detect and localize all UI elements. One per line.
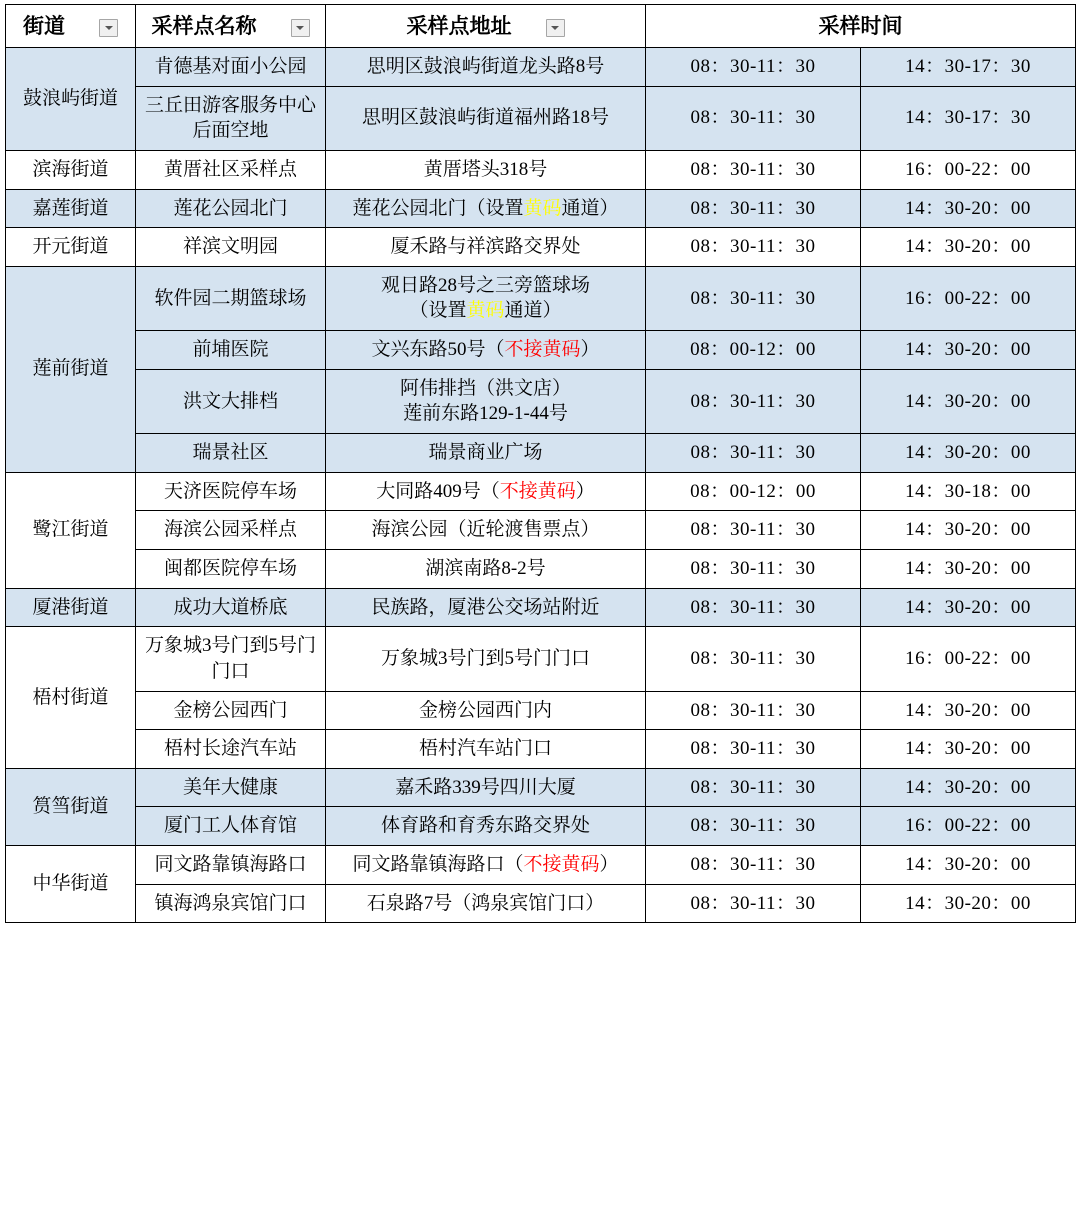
cell-site-address: 同文路靠镇海路口（不接黄码） bbox=[326, 846, 646, 885]
cell-site-name: 瑞景社区 bbox=[136, 434, 326, 473]
cell-street: 鼓浪屿街道 bbox=[6, 48, 136, 151]
cell-site-address: 观日路28号之三旁篮球场 （设置黄码通道） bbox=[326, 266, 646, 330]
cell-time-afternoon: 14：30-17：30 bbox=[861, 48, 1076, 87]
cell-site-name: 闽都医院停车场 bbox=[136, 549, 326, 588]
table-row bbox=[6, 434, 1076, 473]
cell-time-morning: 08：30-11：30 bbox=[646, 369, 861, 433]
cell-time-afternoon: 14：30-20：00 bbox=[861, 369, 1076, 433]
column-header-address bbox=[326, 5, 646, 48]
cell-time-afternoon: 14：30-20：00 bbox=[861, 189, 1076, 228]
table-row bbox=[6, 331, 1076, 370]
table-row bbox=[6, 86, 1076, 150]
cell-site-name: 洪文大排档 bbox=[136, 369, 326, 433]
column-header-time-label: 采样时间 bbox=[818, 13, 903, 38]
cell-street: 筼筜街道 bbox=[6, 768, 136, 845]
column-header-address-label: 采样点地址 bbox=[406, 13, 512, 38]
cell-time-afternoon: 14：30-20：00 bbox=[861, 228, 1076, 267]
cell-time-afternoon: 14：30-20：00 bbox=[861, 691, 1076, 730]
column-header-street-label: 街道 bbox=[23, 13, 65, 38]
table-row bbox=[6, 48, 1076, 87]
cell-time-morning: 08：30-11：30 bbox=[646, 730, 861, 769]
filter-dropdown-icon[interactable] bbox=[546, 19, 565, 37]
cell-site-name: 美年大健康 bbox=[136, 768, 326, 807]
cell-time-afternoon: 14：30-20：00 bbox=[861, 511, 1076, 550]
cell-site-address: 莲花公园北门（设置黄码通道） bbox=[326, 189, 646, 228]
cell-time-afternoon: 14：30-20：00 bbox=[861, 588, 1076, 627]
cell-time-afternoon: 16：00-22：00 bbox=[861, 807, 1076, 846]
cell-street: 嘉莲街道 bbox=[6, 189, 136, 228]
cell-time-morning: 08：30-11：30 bbox=[646, 807, 861, 846]
cell-site-address: 文兴东路50号（不接黄码） bbox=[326, 331, 646, 370]
cell-time-morning: 08：30-11：30 bbox=[646, 627, 861, 691]
column-header-time bbox=[646, 5, 1076, 48]
address-highlight: 黄码 bbox=[523, 197, 562, 219]
cell-site-address: 思明区鼓浪屿街道福州路18号 bbox=[326, 86, 646, 150]
cell-time-afternoon: 16：00-22：00 bbox=[861, 150, 1076, 189]
table-header bbox=[6, 5, 1076, 48]
cell-site-name: 肯德基对面小公园 bbox=[136, 48, 326, 87]
table-row bbox=[6, 730, 1076, 769]
cell-site-name: 镇海鸿泉宾馆门口 bbox=[136, 884, 326, 923]
cell-site-name: 莲花公园北门 bbox=[136, 189, 326, 228]
cell-site-address: 石泉路7号（鸿泉宾馆门口） bbox=[326, 884, 646, 923]
cell-time-morning: 08：30-11：30 bbox=[646, 884, 861, 923]
cell-site-address: 体育路和育秀东路交界处 bbox=[326, 807, 646, 846]
table-row bbox=[6, 768, 1076, 807]
cell-site-address: 民族路，厦港公交场站附近 bbox=[326, 588, 646, 627]
cell-site-address: 梧村汽车站门口 bbox=[326, 730, 646, 769]
column-header-name-label: 采样点名称 bbox=[151, 13, 257, 38]
table-row bbox=[6, 511, 1076, 550]
cell-time-morning: 08：00-12：00 bbox=[646, 472, 861, 511]
header-row bbox=[6, 5, 1076, 48]
cell-time-morning: 08：30-11：30 bbox=[646, 434, 861, 473]
address-highlight: 不接黄码 bbox=[499, 480, 576, 502]
cell-site-address: 厦禾路与祥滨路交界处 bbox=[326, 228, 646, 267]
table-row bbox=[6, 150, 1076, 189]
cell-site-name: 海滨公园采样点 bbox=[136, 511, 326, 550]
cell-site-name: 厦门工人体育馆 bbox=[136, 807, 326, 846]
filter-dropdown-icon[interactable] bbox=[291, 19, 310, 37]
cell-site-name: 同文路靠镇海路口 bbox=[136, 846, 326, 885]
cell-street: 开元街道 bbox=[6, 228, 136, 267]
cell-time-afternoon: 14：30-20：00 bbox=[861, 549, 1076, 588]
cell-street: 梧村街道 bbox=[6, 627, 136, 769]
table-body bbox=[6, 48, 1076, 923]
cell-time-afternoon: 16：00-22：00 bbox=[861, 266, 1076, 330]
cell-time-morning: 08：30-11：30 bbox=[646, 48, 861, 87]
cell-time-afternoon: 14：30-18：00 bbox=[861, 472, 1076, 511]
cell-time-morning: 08：30-11：30 bbox=[646, 691, 861, 730]
sampling-points-table bbox=[5, 4, 1076, 923]
address-highlight: 不接黄码 bbox=[523, 854, 600, 876]
cell-site-address: 瑞景商业广场 bbox=[326, 434, 646, 473]
cell-site-name: 万象城3号门到5号门门口 bbox=[136, 627, 326, 691]
cell-site-address: 思明区鼓浪屿街道龙头路8号 bbox=[326, 48, 646, 87]
cell-time-morning: 08：30-11：30 bbox=[646, 768, 861, 807]
cell-site-name: 三丘田游客服务中心后面空地 bbox=[136, 86, 326, 150]
cell-time-morning: 08：30-11：30 bbox=[646, 189, 861, 228]
cell-street: 滨海街道 bbox=[6, 150, 136, 189]
cell-site-name: 祥滨文明园 bbox=[136, 228, 326, 267]
cell-time-morning: 08：30-11：30 bbox=[646, 549, 861, 588]
address-highlight: 黄码 bbox=[466, 300, 505, 322]
cell-time-afternoon: 14：30-20：00 bbox=[861, 730, 1076, 769]
table-row bbox=[6, 588, 1076, 627]
cell-time-morning: 08：30-11：30 bbox=[646, 266, 861, 330]
cell-time-morning: 08：30-11：30 bbox=[646, 511, 861, 550]
cell-time-morning: 08：30-11：30 bbox=[646, 588, 861, 627]
cell-street: 鹭江街道 bbox=[6, 472, 136, 588]
cell-site-name: 前埔医院 bbox=[136, 331, 326, 370]
table-row bbox=[6, 846, 1076, 885]
cell-site-address: 湖滨南路8-2号 bbox=[326, 549, 646, 588]
column-header-street bbox=[6, 5, 136, 48]
table-row bbox=[6, 228, 1076, 267]
address-highlight: 不接黄码 bbox=[504, 339, 581, 361]
table-row bbox=[6, 691, 1076, 730]
cell-time-afternoon: 14：30-20：00 bbox=[861, 331, 1076, 370]
cell-street: 中华街道 bbox=[6, 846, 136, 923]
column-header-name bbox=[136, 5, 326, 48]
cell-site-address: 大同路409号（不接黄码） bbox=[326, 472, 646, 511]
filter-dropdown-icon[interactable] bbox=[99, 19, 118, 37]
cell-time-afternoon: 14：30-20：00 bbox=[861, 768, 1076, 807]
table-row bbox=[6, 807, 1076, 846]
cell-time-afternoon: 16：00-22：00 bbox=[861, 627, 1076, 691]
table-row bbox=[6, 627, 1076, 691]
table-row bbox=[6, 189, 1076, 228]
cell-time-morning: 08：30-11：30 bbox=[646, 846, 861, 885]
cell-site-address: 嘉禾路339号四川大厦 bbox=[326, 768, 646, 807]
cell-site-name: 软件园二期篮球场 bbox=[136, 266, 326, 330]
cell-time-morning: 08：00-12：00 bbox=[646, 331, 861, 370]
cell-site-address: 黄厝塔头318号 bbox=[326, 150, 646, 189]
cell-time-morning: 08：30-11：30 bbox=[646, 228, 861, 267]
cell-time-morning: 08：30-11：30 bbox=[646, 86, 861, 150]
cell-site-address: 海滨公园（近轮渡售票点） bbox=[326, 511, 646, 550]
table-row bbox=[6, 369, 1076, 433]
cell-site-address: 万象城3号门到5号门门口 bbox=[326, 627, 646, 691]
cell-site-name: 梧村长途汽车站 bbox=[136, 730, 326, 769]
cell-site-address: 金榜公园西门内 bbox=[326, 691, 646, 730]
cell-time-afternoon: 14：30-17：30 bbox=[861, 86, 1076, 150]
table-row bbox=[6, 884, 1076, 923]
cell-street: 莲前街道 bbox=[6, 266, 136, 472]
cell-time-afternoon: 14：30-20：00 bbox=[861, 884, 1076, 923]
cell-time-afternoon: 14：30-20：00 bbox=[861, 434, 1076, 473]
cell-time-morning: 08：30-11：30 bbox=[646, 150, 861, 189]
cell-site-name: 金榜公园西门 bbox=[136, 691, 326, 730]
cell-time-afternoon: 14：30-20：00 bbox=[861, 846, 1076, 885]
cell-site-name: 天济医院停车场 bbox=[136, 472, 326, 511]
table-row bbox=[6, 549, 1076, 588]
table-row bbox=[6, 472, 1076, 511]
table-row bbox=[6, 266, 1076, 330]
cell-site-address: 阿伟排挡（洪文店） 莲前东路129-1-44号 bbox=[326, 369, 646, 433]
cell-street: 厦港街道 bbox=[6, 588, 136, 627]
cell-site-name: 成功大道桥底 bbox=[136, 588, 326, 627]
cell-site-name: 黄厝社区采样点 bbox=[136, 150, 326, 189]
